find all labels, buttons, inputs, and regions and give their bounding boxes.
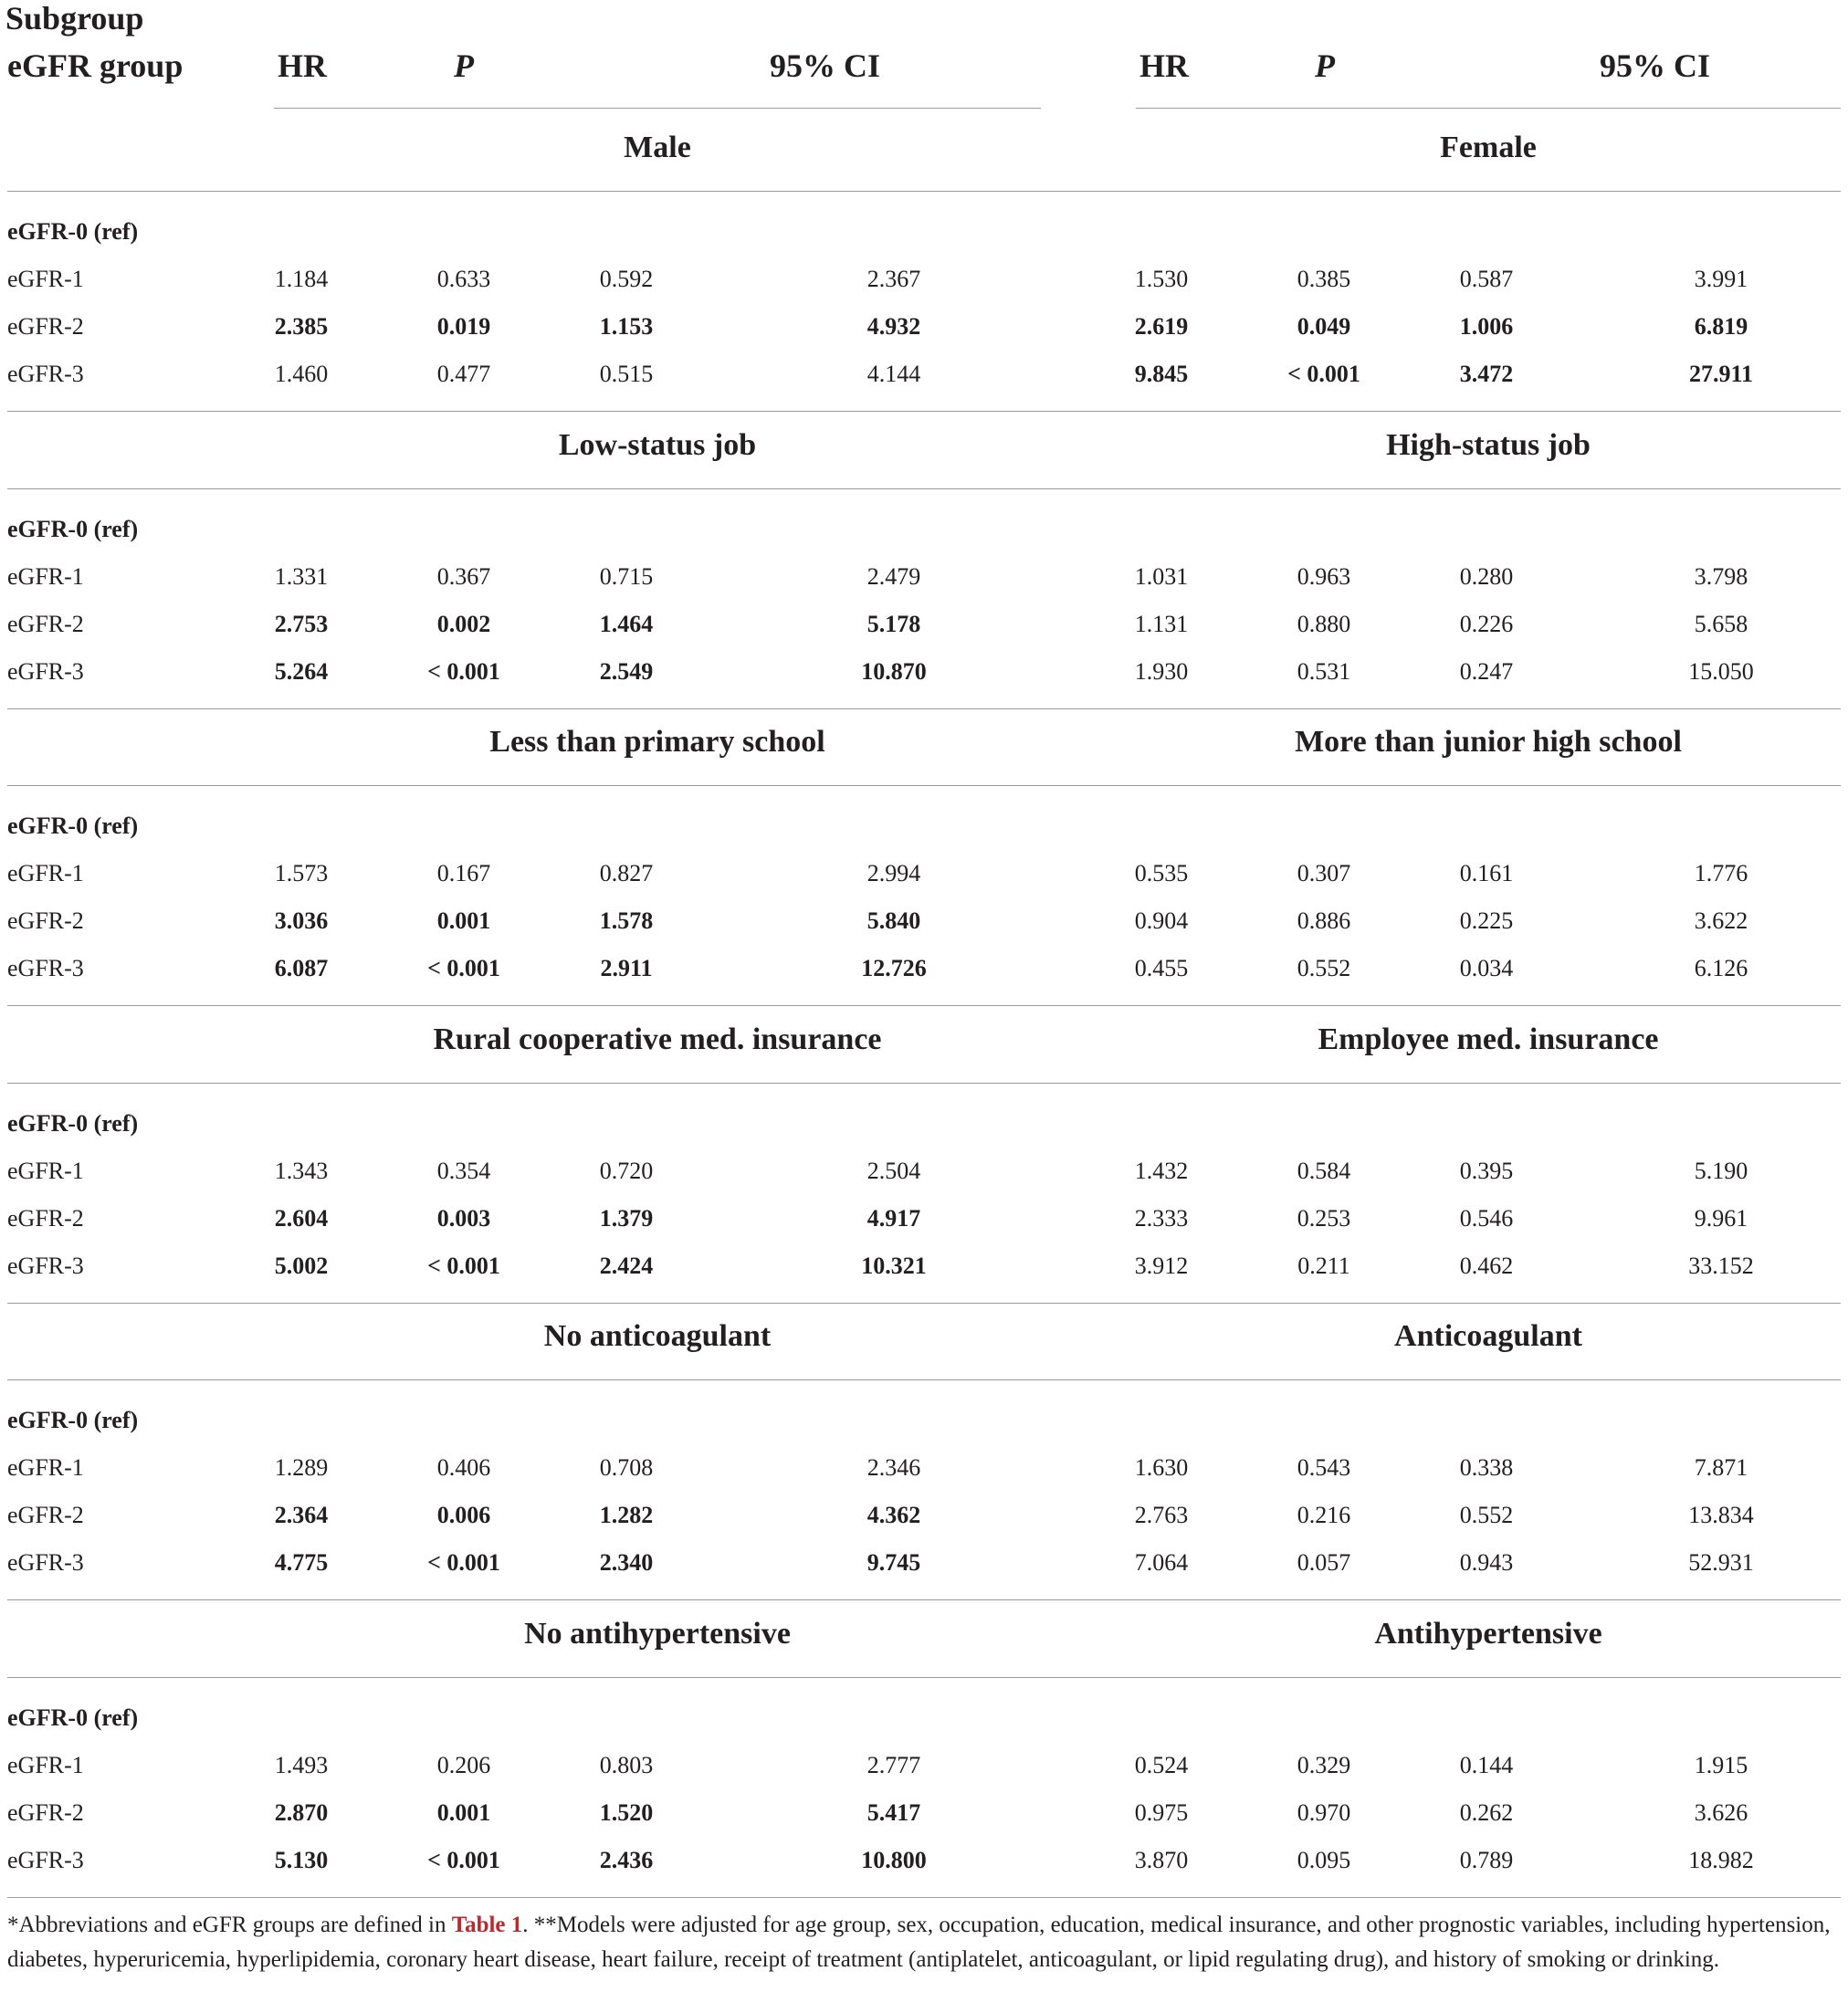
right-ci-low-cell: 0.552 bbox=[1459, 1502, 1514, 1528]
right-hr-cell: 0.535 bbox=[1134, 860, 1189, 886]
right-ci-low-cell: 0.462 bbox=[1459, 1252, 1514, 1279]
right-ci-high-cell: 3.798 bbox=[1694, 562, 1748, 590]
right-ci-high-cell: 7.871 bbox=[1694, 1454, 1748, 1481]
right-p-cell: 0.963 bbox=[1297, 562, 1351, 590]
left-hr-cell: 6.087 bbox=[274, 955, 329, 981]
left-ci-low-cell: 1.464 bbox=[599, 610, 654, 637]
right-p-cell: 0.095 bbox=[1297, 1846, 1351, 1873]
table-1-link[interactable]: Table 1 bbox=[451, 1913, 523, 1937]
left-p-cell: 0.002 bbox=[436, 610, 491, 637]
left-p-cell: < 0.001 bbox=[427, 1252, 500, 1279]
left-hr-cell: 5.264 bbox=[274, 657, 329, 685]
row-label: eGFR-2 bbox=[7, 1798, 84, 1826]
left-ci-high-cell: 4.362 bbox=[866, 1502, 921, 1528]
section-title-right: Employee med. insurance bbox=[1318, 1022, 1659, 1056]
left-hr-cell: 4.775 bbox=[274, 1549, 329, 1576]
right-hr-cell: 0.455 bbox=[1134, 955, 1189, 981]
right-ci-high-cell: 18.982 bbox=[1688, 1846, 1754, 1873]
right-ci-high-cell: 5.658 bbox=[1694, 610, 1748, 637]
right-ci-high-cell: 6.126 bbox=[1694, 955, 1748, 981]
left-ci-high-cell: 2.777 bbox=[866, 1751, 921, 1778]
right-ci-high-cell: 13.834 bbox=[1688, 1502, 1754, 1528]
section-divider bbox=[7, 411, 1841, 412]
left-p-cell: < 0.001 bbox=[427, 1846, 500, 1873]
section-divider bbox=[7, 1005, 1841, 1006]
left-p-cell: 0.167 bbox=[436, 860, 491, 886]
right-ci-low-cell: 0.943 bbox=[1459, 1549, 1514, 1576]
row-label: eGFR-2 bbox=[7, 313, 84, 340]
footnote-text-1: *Abbreviations and eGFR groups are defined in bbox=[7, 1913, 452, 1937]
left-ci-low-cell: 1.520 bbox=[599, 1798, 654, 1826]
left-ci-high-cell: 2.367 bbox=[866, 266, 921, 292]
right-ci-low-cell: 0.280 bbox=[1459, 562, 1514, 590]
section-rule bbox=[7, 1083, 1841, 1084]
row-label: eGFR-1 bbox=[7, 1157, 84, 1184]
section-title-right: High-status job bbox=[1386, 427, 1591, 462]
right-hr-cell: 1.530 bbox=[1134, 266, 1189, 292]
header-subgroup: Subgroup bbox=[5, 0, 144, 37]
right-ci-high-cell: 15.050 bbox=[1688, 657, 1754, 685]
left-ci-low-cell: 2.911 bbox=[600, 955, 653, 981]
row-label: eGFR-1 bbox=[7, 562, 84, 590]
right-ci-high-cell: 52.931 bbox=[1688, 1549, 1754, 1576]
section-rule bbox=[7, 488, 1841, 489]
right-ci-low-cell: 0.395 bbox=[1459, 1157, 1514, 1184]
header-right-ci: 95% CI bbox=[1600, 47, 1711, 84]
ref-row-label: eGFR-0 (ref) bbox=[7, 1109, 139, 1137]
ref-row-label: eGFR-0 (ref) bbox=[7, 1704, 139, 1731]
row-label: eGFR-1 bbox=[7, 860, 84, 886]
right-hr-cell: 9.845 bbox=[1134, 361, 1189, 387]
right-hr-cell: 7.064 bbox=[1134, 1549, 1189, 1576]
row-label: eGFR-3 bbox=[7, 361, 84, 387]
right-ci-low-cell: 0.034 bbox=[1459, 955, 1514, 981]
left-p-cell: < 0.001 bbox=[427, 657, 500, 685]
footnote bbox=[7, 1908, 1843, 1977]
right-p-cell: 0.385 bbox=[1297, 266, 1351, 292]
right-ci-high-cell: 3.622 bbox=[1694, 907, 1748, 934]
left-p-cell: < 0.001 bbox=[427, 1549, 500, 1576]
left-hr-cell: 2.364 bbox=[274, 1502, 329, 1528]
left-p-cell: 0.003 bbox=[436, 1204, 491, 1232]
left-ci-high-cell: 12.726 bbox=[861, 955, 927, 981]
section-title-left: Less than primary school bbox=[489, 725, 825, 759]
right-ci-low-cell: 0.587 bbox=[1459, 266, 1514, 292]
left-ci-high-cell: 2.479 bbox=[866, 562, 921, 590]
right-p-cell: 0.970 bbox=[1297, 1798, 1351, 1826]
left-ci-high-cell: 2.994 bbox=[866, 860, 921, 886]
left-ci-low-cell: 0.827 bbox=[599, 860, 654, 886]
right-p-cell: 0.531 bbox=[1297, 657, 1351, 685]
right-ci-high-cell: 5.190 bbox=[1694, 1157, 1748, 1184]
left-ci-high-cell: 4.932 bbox=[866, 313, 921, 340]
header-right-p: P bbox=[1315, 47, 1335, 84]
right-p-cell: 0.329 bbox=[1297, 1751, 1351, 1778]
right-hr-cell: 2.333 bbox=[1134, 1204, 1189, 1232]
left-ci-high-cell: 10.321 bbox=[861, 1252, 927, 1279]
section-rule bbox=[7, 785, 1841, 786]
left-hr-cell: 1.331 bbox=[274, 562, 329, 590]
left-p-cell: 0.006 bbox=[436, 1502, 491, 1528]
row-label: eGFR-2 bbox=[7, 610, 84, 637]
left-p-cell: 0.354 bbox=[436, 1157, 491, 1184]
row-label: eGFR-1 bbox=[7, 266, 84, 292]
row-label: eGFR-3 bbox=[7, 955, 84, 981]
right-hr-cell: 1.131 bbox=[1134, 610, 1189, 637]
left-ci-low-cell: 2.424 bbox=[599, 1252, 654, 1279]
right-ci-low-cell: 0.225 bbox=[1459, 907, 1514, 934]
left-ci-high-cell: 5.178 bbox=[866, 610, 921, 637]
section-rule bbox=[7, 1677, 1841, 1678]
right-ci-low-cell: 0.262 bbox=[1459, 1798, 1514, 1826]
right-p-cell: 0.057 bbox=[1297, 1549, 1351, 1576]
right-ci-low-cell: 0.789 bbox=[1459, 1846, 1514, 1873]
left-ci-low-cell: 1.153 bbox=[599, 313, 654, 340]
row-label: eGFR-2 bbox=[7, 1204, 84, 1232]
section-title-right: Antihypertensive bbox=[1374, 1616, 1602, 1651]
left-hr-cell: 5.002 bbox=[274, 1252, 329, 1279]
right-ci-low-cell: 0.161 bbox=[1459, 860, 1514, 886]
left-ci-low-cell: 2.549 bbox=[599, 657, 654, 685]
left-hr-cell: 1.343 bbox=[274, 1157, 329, 1184]
right-hr-cell: 0.904 bbox=[1134, 907, 1189, 934]
right-ci-high-cell: 3.991 bbox=[1694, 266, 1748, 292]
left-ci-high-cell: 5.840 bbox=[866, 907, 921, 934]
left-p-cell: 0.019 bbox=[436, 313, 491, 340]
section-rule bbox=[7, 1379, 1841, 1380]
right-hr-cell: 0.975 bbox=[1134, 1798, 1189, 1826]
left-ci-low-cell: 0.715 bbox=[599, 562, 654, 590]
row-label: eGFR-1 bbox=[7, 1454, 84, 1481]
row-label: eGFR-1 bbox=[7, 1751, 84, 1778]
right-ci-low-cell: 0.226 bbox=[1459, 610, 1514, 637]
left-hr-cell: 1.289 bbox=[274, 1454, 329, 1481]
right-hr-cell: 2.619 bbox=[1134, 313, 1189, 340]
right-ci-high-cell: 9.961 bbox=[1694, 1204, 1748, 1232]
right-p-cell: < 0.001 bbox=[1287, 361, 1360, 387]
footnote-text-2: . **Models were adjusted for age group, sex, occupation, education, medical insurance, and other prognostic variables, including hypertension, diabetes, hyperuricemia, hyperlipidemia, coronary heart disease, heart failure, receipt of treatment (antiplatelet, anticoagulant, or lipid regulating drug), and history of smoking or drinking. bbox=[7, 1913, 1831, 1972]
left-hr-cell: 2.870 bbox=[274, 1798, 329, 1826]
row-label: eGFR-3 bbox=[7, 1846, 84, 1873]
section-divider bbox=[7, 1599, 1841, 1600]
left-ci-low-cell: 0.708 bbox=[599, 1454, 654, 1481]
header-right-hr: HR bbox=[1139, 47, 1189, 84]
right-p-cell: 0.880 bbox=[1297, 610, 1351, 637]
right-ci-low-cell: 1.006 bbox=[1459, 313, 1514, 340]
left-ci-low-cell: 1.379 bbox=[599, 1204, 654, 1232]
right-ci-low-cell: 0.144 bbox=[1459, 1751, 1514, 1778]
left-p-cell: 0.001 bbox=[436, 1798, 491, 1826]
right-p-cell: 0.552 bbox=[1297, 955, 1351, 981]
left-ci-low-cell: 2.436 bbox=[599, 1846, 654, 1873]
left-hr-cell: 1.184 bbox=[274, 266, 329, 292]
right-p-cell: 0.049 bbox=[1297, 313, 1351, 340]
left-p-cell: 0.206 bbox=[436, 1751, 491, 1778]
row-label: eGFR-2 bbox=[7, 1502, 84, 1528]
header-left-p: P bbox=[454, 47, 474, 84]
right-p-cell: 0.584 bbox=[1297, 1157, 1351, 1184]
left-p-cell: 0.001 bbox=[436, 907, 491, 934]
left-p-cell: 0.367 bbox=[436, 562, 491, 590]
section-divider bbox=[7, 708, 1841, 709]
left-hr-cell: 2.753 bbox=[274, 610, 329, 637]
right-hr-cell: 3.870 bbox=[1134, 1846, 1189, 1873]
left-hr-cell: 3.036 bbox=[274, 907, 329, 934]
left-ci-low-cell: 1.282 bbox=[599, 1502, 654, 1528]
right-p-cell: 0.886 bbox=[1297, 907, 1351, 934]
left-hr-cell: 2.604 bbox=[274, 1204, 329, 1232]
header-egfr-group: eGFR group bbox=[7, 47, 184, 84]
row-label: eGFR-3 bbox=[7, 657, 84, 685]
section-divider bbox=[7, 1303, 1841, 1304]
section-rule bbox=[7, 191, 1841, 192]
right-p-cell: 0.307 bbox=[1297, 860, 1351, 886]
section-title-right: Anticoagulant bbox=[1394, 1319, 1582, 1353]
left-ci-high-cell: 5.417 bbox=[866, 1798, 921, 1826]
left-p-cell: 0.477 bbox=[436, 361, 491, 387]
left-ci-low-cell: 0.803 bbox=[599, 1751, 654, 1778]
right-ci-high-cell: 27.911 bbox=[1688, 361, 1754, 387]
left-ci-high-cell: 2.346 bbox=[866, 1454, 921, 1481]
right-p-cell: 0.543 bbox=[1297, 1454, 1351, 1481]
left-ci-high-cell: 10.800 bbox=[861, 1846, 927, 1873]
row-label: eGFR-3 bbox=[7, 1252, 84, 1279]
right-ci-high-cell: 33.152 bbox=[1688, 1252, 1754, 1279]
right-p-cell: 0.211 bbox=[1297, 1252, 1350, 1279]
section-title-left: Rural cooperative med. insurance bbox=[433, 1022, 882, 1056]
right-hr-cell: 1.031 bbox=[1134, 562, 1189, 590]
row-label: eGFR-3 bbox=[7, 1549, 84, 1576]
right-hr-cell: 2.763 bbox=[1134, 1502, 1189, 1528]
left-hr-cell: 2.385 bbox=[274, 313, 329, 340]
section-title-right: More than junior high school bbox=[1295, 725, 1682, 759]
right-ci-low-cell: 0.247 bbox=[1459, 657, 1514, 685]
right-hr-cell: 1.630 bbox=[1134, 1454, 1189, 1481]
ref-row-label: eGFR-0 (ref) bbox=[7, 1407, 139, 1433]
left-hr-cell: 5.130 bbox=[274, 1846, 329, 1873]
header-left-hr: HR bbox=[278, 47, 327, 84]
ref-row-label: eGFR-0 (ref) bbox=[7, 813, 139, 839]
left-hr-cell: 1.573 bbox=[274, 860, 329, 886]
left-ci-high-cell: 4.917 bbox=[866, 1204, 921, 1232]
right-ci-high-cell: 1.915 bbox=[1694, 1751, 1748, 1778]
row-label: eGFR-2 bbox=[7, 907, 84, 934]
section-title-left: No antihypertensive bbox=[524, 1616, 791, 1651]
right-ci-low-cell: 0.338 bbox=[1459, 1454, 1514, 1481]
left-hr-cell: 1.493 bbox=[274, 1751, 329, 1778]
right-ci-low-cell: 3.472 bbox=[1459, 361, 1514, 387]
header-rule-left bbox=[274, 108, 1041, 109]
left-ci-low-cell: 0.592 bbox=[599, 266, 654, 292]
right-p-cell: 0.216 bbox=[1297, 1502, 1351, 1528]
right-ci-high-cell: 1.776 bbox=[1694, 860, 1748, 886]
header-left-ci: 95% CI bbox=[770, 47, 881, 84]
left-p-cell: < 0.001 bbox=[427, 955, 500, 981]
right-hr-cell: 1.432 bbox=[1134, 1157, 1189, 1184]
left-ci-low-cell: 2.340 bbox=[599, 1549, 654, 1576]
ref-row-label: eGFR-0 (ref) bbox=[7, 515, 139, 542]
left-ci-low-cell: 1.578 bbox=[599, 907, 654, 934]
table-bottom-rule bbox=[7, 1897, 1841, 1898]
section-title-left: No anticoagulant bbox=[543, 1319, 772, 1353]
left-ci-high-cell: 2.504 bbox=[866, 1157, 921, 1184]
right-hr-cell: 3.912 bbox=[1134, 1252, 1189, 1279]
right-ci-low-cell: 0.546 bbox=[1459, 1204, 1514, 1232]
ref-row-label: eGFR-0 (ref) bbox=[7, 218, 139, 245]
left-ci-high-cell: 4.144 bbox=[866, 361, 921, 387]
left-ci-low-cell: 0.515 bbox=[599, 361, 654, 387]
left-p-cell: 0.633 bbox=[436, 266, 491, 292]
left-hr-cell: 1.460 bbox=[274, 361, 329, 387]
left-ci-high-cell: 10.870 bbox=[861, 657, 927, 685]
section-title-left: Male bbox=[624, 131, 691, 164]
left-ci-high-cell: 9.745 bbox=[866, 1549, 921, 1576]
right-hr-cell: 1.930 bbox=[1134, 657, 1189, 685]
left-ci-low-cell: 0.720 bbox=[599, 1157, 654, 1184]
right-ci-high-cell: 6.819 bbox=[1694, 313, 1748, 340]
section-title-right: Female bbox=[1440, 131, 1537, 164]
right-hr-cell: 0.524 bbox=[1134, 1751, 1189, 1778]
header-rule-right bbox=[1136, 108, 1841, 109]
section-title-left: Low-status job bbox=[558, 427, 757, 462]
left-p-cell: 0.406 bbox=[436, 1454, 491, 1481]
right-p-cell: 0.253 bbox=[1297, 1204, 1351, 1232]
right-ci-high-cell: 3.626 bbox=[1694, 1798, 1748, 1826]
